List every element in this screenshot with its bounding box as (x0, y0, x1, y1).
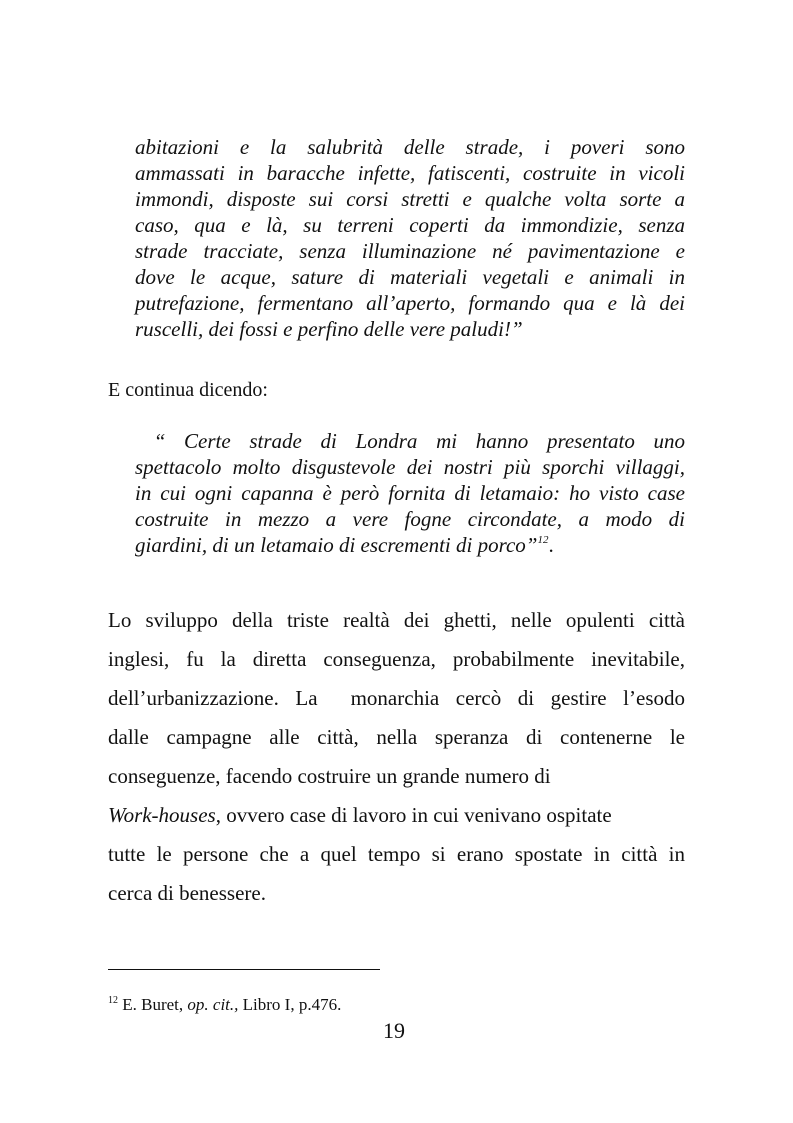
para-line: conseguenze, facendo costruire un grande numero di (108, 764, 551, 788)
para-line: dalle campagne alle città, nella speranza di contenerne le (108, 725, 685, 749)
para-text: , ovvero case di lavoro in cui venivano ospitate (215, 803, 612, 827)
para-line: Lo sviluppo della triste realtà dei ghetti, nelle opulenti città (108, 608, 685, 632)
footnote-author: E. Buret, (118, 995, 188, 1014)
footnote-ref: 12 (537, 534, 549, 546)
footnote-number: 12 (108, 995, 118, 1006)
quote-text: giardini, di un letamaio di escrementi di porco” (135, 533, 538, 557)
para-line: dell’urbanizzazione. La monarchia cercò di gestire l’esodo (108, 686, 685, 710)
footnote (108, 995, 341, 1015)
quote-line: immondi, disposte sui corsi stretti e qualche volta sorte a (135, 187, 685, 211)
quote-line: costruite in mezzo a vere fogne circondate, a modo di (135, 507, 685, 531)
body-paragraph (108, 604, 685, 916)
work-houses-term: Work-houses (108, 803, 216, 827)
para-line: tutte le persone che a quel tempo si erano spostate in città in (108, 842, 685, 866)
quote-line: putrefazione, fermentano all’aperto, formando qua e là dei (135, 291, 685, 315)
quote-line: caso, qua e là, su terreni coperti da immondizie, senza (135, 213, 685, 237)
quote-line: abitazioni e la salubrità delle strade, i poveri sono (135, 135, 685, 159)
quote-line: strade tracciate, senza illuminazione né pavimentazione e (135, 239, 685, 263)
block-quote-2 (135, 428, 685, 558)
footnote-separator (108, 969, 380, 970)
quote-line: spettacolo molto disgustevole dei nostri più sporchi villaggi, (135, 455, 685, 479)
quote-line: in cui ogni capanna è però fornita di letamaio: ho visto case (135, 481, 685, 505)
para-line: inglesi, fu la diretta conseguenza, probabilmente inevitabile, (108, 647, 685, 671)
footnote-rest: Libro I, p.476. (238, 995, 342, 1014)
intro-text: E continua dicendo: (108, 379, 268, 401)
quote-line: ruscelli, dei fossi e perfino delle vere paludi!” (135, 317, 523, 341)
quote-line: ammassati in baracche infette, fatiscenti, costruite in vicoli (135, 161, 685, 185)
block-quote-1 (135, 134, 685, 342)
para-line: cerca di benessere. (108, 881, 266, 905)
footnote-op-cit: op. cit., (187, 995, 239, 1014)
para-line-workhouses (108, 799, 685, 838)
quote-line: “ Certe strade di Londra mi hanno presentato uno (135, 429, 686, 453)
end-punct: . (548, 533, 554, 557)
page-number: 19 (383, 1018, 405, 1043)
quote-line-last (135, 532, 685, 558)
quote-line: dove le acque, sature di materiali vegetali e animali in (135, 265, 685, 289)
